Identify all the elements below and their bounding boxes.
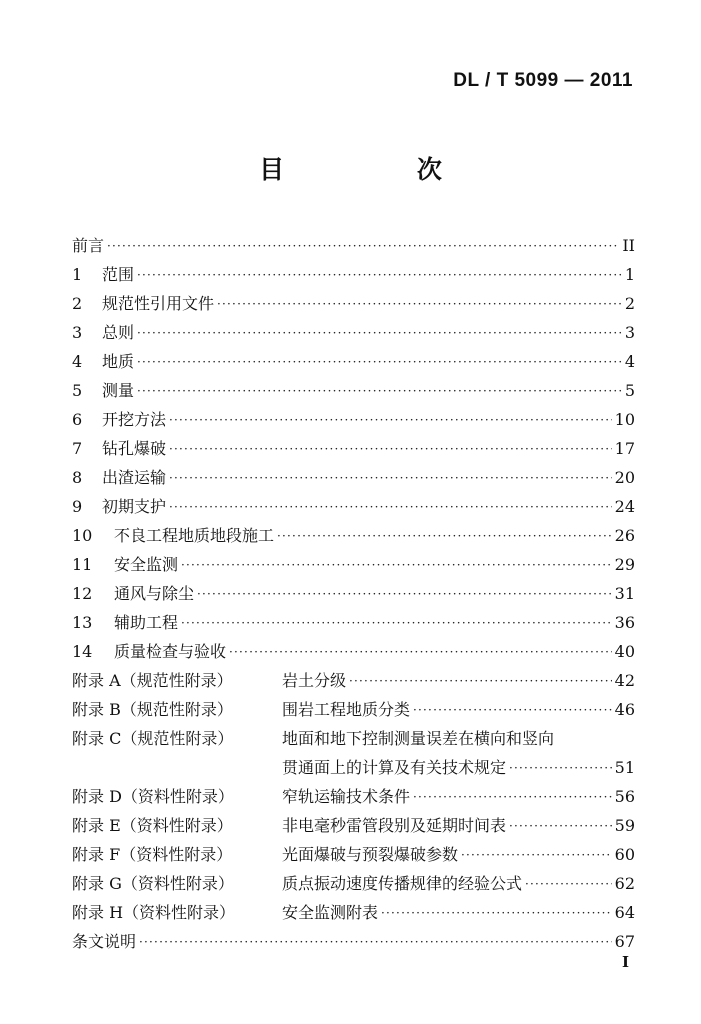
- toc-entry[interactable]: [72, 633, 635, 662]
- leader-dots: [381, 903, 612, 923]
- toc-entry-foreword[interactable]: [72, 227, 635, 256]
- toc-entry-title: 钻孔爆破: [102, 439, 167, 458]
- annex-page: 60: [614, 845, 635, 864]
- annex-label: 附录 E（资料性附录）: [72, 816, 233, 835]
- toc-entry-page: 5: [624, 381, 635, 400]
- annex-title: 围岩工程地质分类: [282, 700, 411, 719]
- leader-dots: [509, 816, 612, 836]
- toc-entry-page: 36: [614, 613, 635, 632]
- toc-entry-page: 20: [614, 468, 635, 487]
- toc-entry[interactable]: [72, 430, 635, 459]
- toc-entry-title: 初期支护: [102, 497, 167, 516]
- toc-entry-title: 测量: [102, 381, 135, 400]
- annex-page: 51: [614, 758, 635, 777]
- toc-entry-title: 通风与除尘: [114, 584, 195, 603]
- leader-dots: [413, 787, 612, 807]
- toc-entry[interactable]: [72, 372, 635, 401]
- toc-entry-number: 8: [72, 468, 83, 487]
- annex-title: 地面和地下控制测量误差在横向和竖向: [282, 729, 555, 748]
- toc-entry-title: 条文说明: [72, 932, 137, 951]
- leader-dots: [229, 642, 612, 662]
- toc-annex-entry[interactable]: [72, 720, 635, 749]
- toc-entry-page: 17: [614, 439, 635, 458]
- annex-page: 62: [614, 874, 635, 893]
- annex-label: 附录 B（规范性附录）: [72, 700, 233, 719]
- toc-entry[interactable]: [72, 285, 635, 314]
- toc-entry[interactable]: [72, 546, 635, 575]
- annex-title: 窄轨运输技术条件: [282, 787, 411, 806]
- toc-annex-entry[interactable]: [72, 865, 635, 894]
- leader-dots: [169, 410, 612, 430]
- toc-entry-title: 规范性引用文件: [102, 294, 215, 313]
- toc-entry-title: 质量检查与验收: [114, 642, 227, 661]
- toc-entry-title: 地质: [102, 352, 135, 371]
- annex-title-continued: 贯通面上的计算及有关技术规定: [282, 758, 507, 777]
- toc-annex-entry[interactable]: [72, 691, 635, 720]
- annex-title: 光面爆破与预裂爆破参数: [282, 845, 459, 864]
- toc-entry-title: 前言: [72, 236, 105, 255]
- toc-entry-page: 40: [614, 642, 635, 661]
- annex-label: 附录 H（资料性附录）: [72, 903, 236, 922]
- annex-label: 附录 F（资料性附录）: [72, 845, 233, 864]
- page-number: I: [621, 953, 629, 971]
- toc-entry-number: 14: [72, 642, 93, 661]
- toc-entry[interactable]: [72, 343, 635, 372]
- annex-label: 附录 A（规范性附录）: [72, 671, 233, 690]
- toc-annex-entry[interactable]: [72, 836, 635, 865]
- leader-dots: [137, 323, 622, 343]
- toc-entry-page: 29: [614, 555, 635, 574]
- toc-entry[interactable]: [72, 314, 635, 343]
- leader-dots: [413, 700, 612, 720]
- toc-entry-title: 安全监测: [114, 555, 179, 574]
- toc-annex-entry[interactable]: [72, 662, 635, 691]
- toc-entry-number: 9: [72, 497, 83, 516]
- toc-entry[interactable]: [72, 488, 635, 517]
- toc-annex-entry-continued[interactable]: [72, 749, 635, 778]
- toc-entry[interactable]: [72, 459, 635, 488]
- toc-entry-number: 4: [72, 352, 83, 371]
- toc-entry-title: 出渣运输: [102, 468, 167, 487]
- toc-entry-number: 13: [72, 613, 93, 632]
- standard-code: DL / T 5099 — 2011: [453, 70, 633, 91]
- toc-entry-number: 5: [72, 381, 83, 400]
- toc-entry-title: 开挖方法: [102, 410, 167, 429]
- toc-entry-page: 67: [614, 932, 635, 951]
- leader-dots: [139, 932, 612, 952]
- annex-label: 附录 G（资料性附录）: [72, 874, 234, 893]
- toc-entry-number: 2: [72, 294, 83, 313]
- toc-entry[interactable]: [72, 256, 635, 285]
- annex-title: 非电毫秒雷管段别及延期时间表: [282, 816, 507, 835]
- leader-dots: [181, 613, 612, 633]
- toc-entry-number: 3: [72, 323, 83, 342]
- toc-entry-title: 不良工程地质地段施工: [114, 526, 275, 545]
- toc-annex-entry[interactable]: [72, 807, 635, 836]
- leader-dots: [509, 758, 612, 778]
- toc-entry[interactable]: [72, 517, 635, 546]
- leader-dots: [349, 671, 612, 691]
- toc-entry-page: II: [622, 236, 635, 255]
- toc-entry[interactable]: [72, 575, 635, 604]
- toc-entry-number: 7: [72, 439, 83, 458]
- toc-entry-explanation[interactable]: [72, 923, 635, 952]
- leader-dots: [169, 439, 612, 459]
- toc-entry-page: 3: [624, 323, 635, 342]
- toc-entry-page: 24: [614, 497, 635, 516]
- leader-dots: [137, 352, 622, 372]
- annex-label: 附录 D（资料性附录）: [72, 787, 234, 806]
- annex-page: 59: [614, 816, 635, 835]
- leader-dots: [137, 381, 622, 401]
- leader-dots: [277, 526, 612, 546]
- toc-entry[interactable]: [72, 604, 635, 633]
- toc-annex-entry[interactable]: [72, 894, 635, 923]
- toc-entry-number: 6: [72, 410, 83, 429]
- toc-entry-page: 10: [614, 410, 635, 429]
- toc-entry-page: 1: [624, 265, 635, 284]
- toc-entry-number: 11: [72, 555, 93, 574]
- leader-dots: [217, 294, 622, 314]
- toc-entry-title: 总则: [102, 323, 135, 342]
- leader-dots: [169, 497, 612, 517]
- toc-heading: 目 次: [259, 155, 504, 184]
- annex-title: 岩土分级: [282, 671, 347, 690]
- toc-entry-title: 辅助工程: [114, 613, 179, 632]
- leader-dots: [169, 468, 612, 488]
- toc-entry-page: 31: [614, 584, 635, 603]
- leader-dots: [181, 555, 612, 575]
- annex-title: 安全监测附表: [282, 903, 379, 922]
- leader-dots: [107, 236, 619, 256]
- annex-page: 56: [614, 787, 635, 806]
- toc-entry-number: 1: [72, 265, 83, 284]
- annex-label: 附录 C（规范性附录）: [72, 729, 234, 748]
- leader-dots: [137, 265, 622, 285]
- toc-annex-entry[interactable]: [72, 778, 635, 807]
- toc-entry-page: 4: [624, 352, 635, 371]
- annex-page: 64: [614, 903, 635, 922]
- table-of-contents: [72, 227, 635, 952]
- toc-entry-page: 26: [614, 526, 635, 545]
- leader-dots: [525, 874, 612, 894]
- toc-entry-number: 10: [72, 526, 93, 545]
- toc-entry-page: 2: [624, 294, 635, 313]
- leader-dots: [461, 845, 612, 865]
- leader-dots: [197, 584, 612, 604]
- toc-entry-number: 12: [72, 584, 93, 603]
- annex-page: 42: [614, 671, 635, 690]
- toc-entry-title: 范围: [102, 265, 135, 284]
- toc-entry[interactable]: [72, 401, 635, 430]
- annex-page: 46: [614, 700, 635, 719]
- annex-title: 质点振动速度传播规律的经验公式: [282, 874, 523, 893]
